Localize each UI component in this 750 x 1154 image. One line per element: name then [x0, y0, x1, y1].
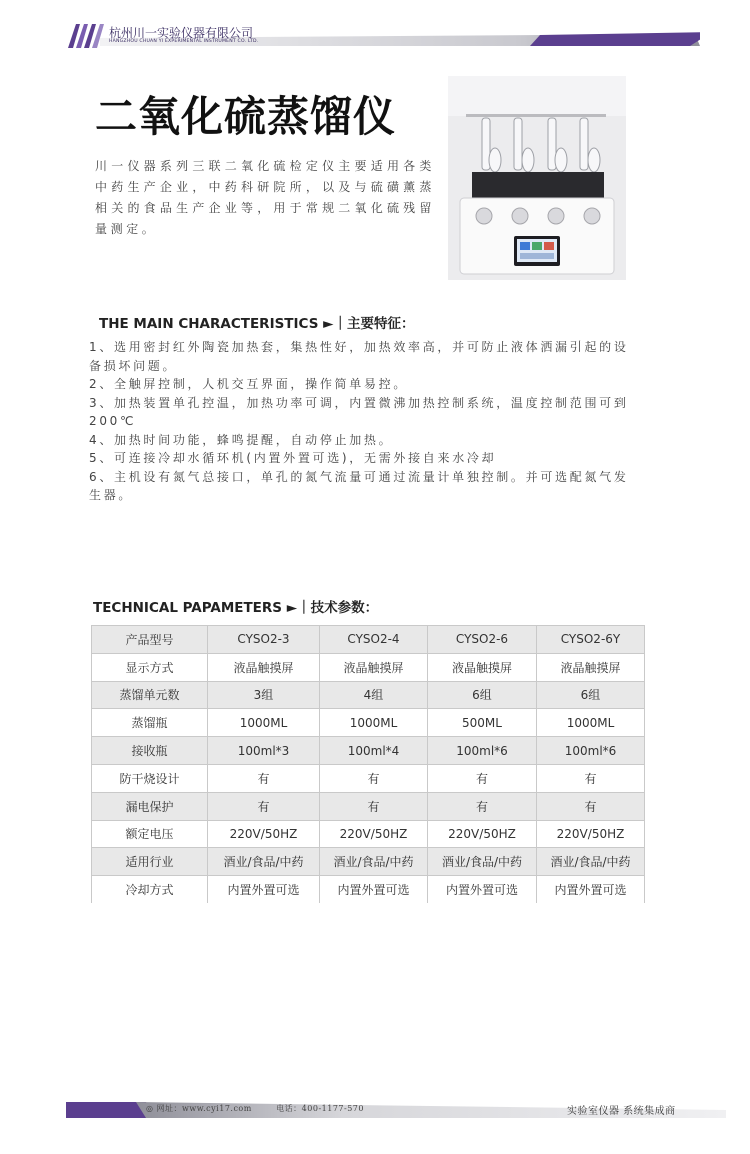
table-cell: 漏电保护	[92, 792, 208, 820]
table-cell: 有	[537, 764, 645, 792]
technical-heading-en: TECHNICAL PAPAMETERS	[93, 600, 283, 616]
table-cell: 冷却方式	[92, 876, 208, 903]
table-cell: 接收瓶	[92, 737, 208, 765]
table-cell: 有	[320, 792, 428, 820]
table-row	[92, 681, 645, 709]
table-cell: 6组	[537, 681, 645, 709]
intro-text: 川一仪器系列三联二氧化硫检定仪主要适用各类中药生产企业，中药科研院所，以及与硫磺薰蒸相关的食品生产企业等，用于常规二氧化硫残留量测定。	[95, 159, 435, 236]
table-row	[92, 848, 645, 876]
table-cell: CYSO2-6	[428, 626, 537, 654]
table-cell: 3组	[208, 681, 320, 709]
table-cell: 100ml*3	[208, 737, 320, 765]
table-cell: 酒业/食品/中药	[208, 848, 320, 876]
table-cell: 防干烧设计	[92, 764, 208, 792]
footer-phone: 电话：400-1177-570	[276, 1104, 364, 1113]
table-row	[92, 653, 645, 681]
technical-heading-sep: ►｜	[286, 600, 311, 616]
table-cell: 6组	[428, 681, 537, 709]
table-cell: 有	[208, 792, 320, 820]
table-cell: 220V/50HZ	[208, 820, 320, 848]
table-row	[92, 626, 645, 654]
table-cell: 产品型号	[92, 626, 208, 654]
table-cell: 内置外置可选	[537, 876, 645, 903]
table-cell: 4组	[320, 681, 428, 709]
list-item: 1、选用密封红外陶瓷加热套，集热性好，加热效率高，并可防止液体洒漏引起的设备损坏问题。	[89, 340, 629, 373]
table-cell: 额定电压	[92, 820, 208, 848]
table-row	[92, 876, 645, 903]
table-cell: 蒸馏瓶	[92, 709, 208, 737]
table-cell: 220V/50HZ	[320, 820, 428, 848]
technical-heading	[93, 596, 378, 616]
company-name-en: HANGZHOU CHUAN YI EXPERIMENTAL INSTRUMENT CO. LTD.	[109, 39, 259, 44]
characteristics-heading-sep: ►｜	[323, 316, 348, 332]
footer-slogan: 实验室仪器 系统集成商	[567, 1106, 676, 1117]
table-cell: 液晶触摸屏	[208, 653, 320, 681]
footer-contact	[146, 1103, 364, 1114]
table-cell: CYSO2-6Y	[537, 626, 645, 654]
table-cell: 220V/50HZ	[428, 820, 537, 848]
table-cell: 100ml*4	[320, 737, 428, 765]
table-cell: 1000ML	[320, 709, 428, 737]
table-cell: 有	[537, 792, 645, 820]
table-cell: 蒸馏单元数	[92, 681, 208, 709]
product-image	[448, 76, 626, 280]
table-cell: 220V/50HZ	[537, 820, 645, 848]
table-cell: 液晶触摸屏	[537, 653, 645, 681]
globe-icon: ◎	[146, 1104, 154, 1113]
table-cell: 100ml*6	[537, 737, 645, 765]
table-cell: 1000ML	[537, 709, 645, 737]
table-cell: 酒业/食品/中药	[428, 848, 537, 876]
list-item: 5、可连接冷却水循环机(内置外置可选)，无需外接自来水冷却	[89, 451, 497, 465]
page-title: 二氧化硫蒸馏仪	[95, 92, 397, 141]
table-cell: 内置外置可选	[320, 876, 428, 903]
table-cell: 内置外置可选	[208, 876, 320, 903]
company-name-cn: 杭州川一实验仪器有限公司	[109, 26, 254, 40]
footer-website: 网址：www.cyi17.com	[156, 1104, 252, 1113]
characteristics-heading-cn: 主要特征：	[347, 316, 415, 332]
list-item: 3、加热装置单孔控温，加热功率可调，内置微沸加热控制系统，温度控制范围可到200℃	[89, 395, 629, 428]
table-cell: 100ml*6	[428, 737, 537, 765]
table-cell: 有	[428, 764, 537, 792]
table-row	[92, 764, 645, 792]
list-item: 6、主机设有氮气总接口，单孔的氮气流量可通过流量计单独控制。并可选配氮气发生器。	[89, 469, 629, 502]
table-cell: 显示方式	[92, 653, 208, 681]
table-cell: CYSO2-4	[320, 626, 428, 654]
table-cell: 内置外置可选	[428, 876, 537, 903]
table-cell: 液晶触摸屏	[320, 653, 428, 681]
table-row	[92, 737, 645, 765]
list-item: 4、加热时间功能，蜂鸣提醒，自动停止加热。	[89, 432, 394, 447]
table-cell: 液晶触摸屏	[428, 653, 537, 681]
table-cell: 有	[428, 792, 537, 820]
table-cell: 500ML	[428, 709, 537, 737]
technical-heading-cn: 技术参数：	[310, 600, 379, 616]
table-cell: 1000ML	[208, 709, 320, 737]
characteristics-heading	[99, 312, 415, 332]
characteristics-heading-en: THE MAIN CHARACTERISTICS	[99, 316, 319, 332]
company-logo-icon	[66, 20, 106, 50]
spec-table	[91, 625, 645, 903]
table-cell: 适用行业	[92, 848, 208, 876]
table-row	[92, 820, 645, 848]
table-row	[92, 709, 645, 737]
table-cell: 酒业/食品/中药	[320, 848, 428, 876]
table-row	[92, 792, 645, 820]
table-cell: CYSO2-3	[208, 626, 320, 654]
list-item: 2、全触屏控制，人机交互界面，操作简单易控。	[89, 377, 409, 391]
table-cell: 有	[320, 764, 428, 792]
characteristics-list	[89, 338, 641, 505]
table-cell: 有	[208, 764, 320, 792]
table-cell: 酒业/食品/中药	[537, 848, 645, 876]
